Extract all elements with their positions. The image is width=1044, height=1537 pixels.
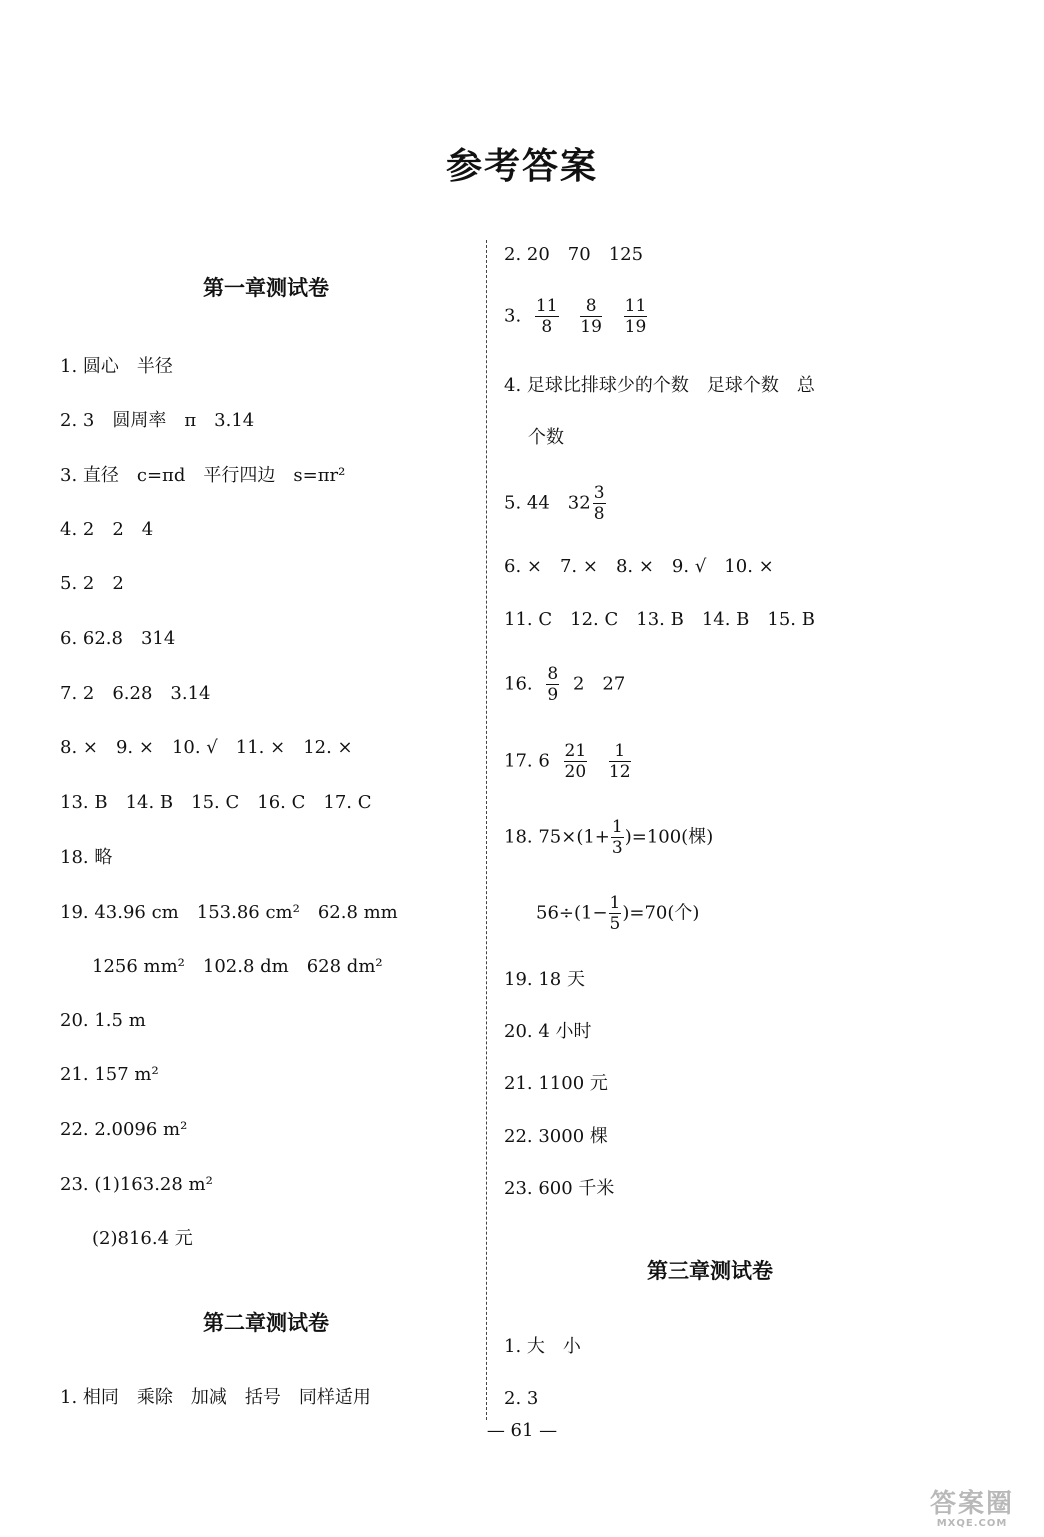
answer-line: 1. 大 小 — [504, 1336, 581, 1357]
item-text: 2 27 — [572, 673, 626, 695]
answer-line: 22. 3000 棵 — [504, 1126, 608, 1147]
answer-line: 23. (1)163.28 m² — [60, 1174, 213, 1195]
numerator: 8 — [547, 664, 559, 684]
section-heading-chapter-1: 第一章测试卷 — [203, 275, 329, 300]
section-heading-chapter-2: 第二章测试卷 — [203, 1310, 329, 1335]
numerator: 8 — [580, 296, 602, 317]
answer-line: 11. C 12. C 13. B 14. B 15. B — [504, 609, 815, 630]
denominator: 8 — [593, 504, 605, 524]
watermark-text: 答案圈 — [929, 1489, 1014, 1519]
answer-line-fractions — [504, 741, 639, 782]
answer-line: 13. B 14. B 15. C 16. C 17. C — [60, 792, 372, 813]
answer-line-fractions — [536, 893, 699, 934]
answer-line: 1. 相同 乘除 加减 括号 同样适用 — [60, 1387, 371, 1408]
item-text: )=70(个) — [622, 902, 700, 924]
denominator: 9 — [547, 685, 559, 705]
numerator: 11 — [535, 296, 558, 316]
answer-line: (2)816.4 元 — [92, 1228, 193, 1249]
denominator: 12 — [608, 762, 631, 782]
answer-line-fractions — [504, 664, 625, 705]
item-number: 3. — [504, 305, 522, 327]
denominator: 19 — [624, 317, 647, 337]
item-number: 16. — [504, 673, 533, 695]
answer-line: 个数 — [528, 427, 564, 448]
answer-line-fractions — [504, 296, 655, 337]
answer-line: 22. 2.0096 m² — [60, 1119, 188, 1140]
answer-line: 5. 2 2 — [60, 573, 124, 594]
answer-line: 19. 43.96 cm 153.86 cm² 62.8 mm — [60, 902, 398, 923]
column-divider — [486, 240, 487, 1420]
item-text: 5. 44 32 — [504, 492, 591, 514]
numerator: 1 — [611, 817, 623, 837]
fraction — [609, 741, 631, 782]
answer-line: 2. 3 圆周率 π 3.14 — [60, 410, 255, 431]
answer-line-fractions — [504, 817, 713, 858]
denominator: 3 — [611, 838, 623, 858]
page-number: — 61 — — [486, 1420, 558, 1441]
fraction — [580, 296, 602, 337]
section-heading-chapter-3: 第三章测试卷 — [647, 1258, 773, 1283]
answer-line: 6. 62.8 314 — [60, 628, 176, 649]
fraction — [593, 483, 606, 524]
answer-line: 20. 4 小时 — [504, 1021, 592, 1042]
answer-line: 4. 足球比排球少的个数 足球个数 总 — [504, 375, 815, 396]
denominator: 19 — [580, 317, 602, 337]
answer-line: 3. 直径 c=πd 平行四边 s=πr² — [60, 465, 346, 486]
answer-line: 1256 mm² 102.8 dm 628 dm² — [92, 956, 383, 977]
answer-line: 21. 1100 元 — [504, 1073, 608, 1094]
fraction — [564, 741, 588, 782]
answer-line: 20. 1.5 m — [60, 1010, 146, 1031]
denominator: 20 — [564, 762, 587, 782]
item-text: 18. 75×(1+ — [504, 826, 610, 848]
answer-line: 4. 2 2 4 — [60, 519, 154, 540]
answer-line: 19. 18 天 — [504, 969, 585, 990]
answer-line: 2. 20 70 125 — [504, 244, 644, 265]
answer-line: 18. 略 — [60, 847, 113, 868]
answer-line: 8. × 9. × 10. √ 11. × 12. × — [60, 737, 353, 758]
answer-line-fractions — [504, 483, 614, 524]
answer-line: 1. 圆心 半径 — [60, 356, 173, 377]
item-text: 17. 6 — [504, 750, 550, 772]
numerator: 21 — [564, 741, 587, 761]
answer-line: 6. × 7. × 8. × 9. √ 10. × — [504, 556, 774, 577]
fraction — [546, 664, 559, 705]
item-text: 56÷(1− — [536, 902, 608, 924]
watermark-url: MXQE.COM — [936, 1518, 1008, 1529]
answer-line: 7. 2 6.28 3.14 — [60, 683, 211, 704]
fraction — [611, 817, 624, 858]
answer-line: 23. 600 千米 — [504, 1178, 615, 1199]
numerator: 11 — [624, 296, 647, 316]
fraction — [609, 893, 622, 934]
answer-line: 2. 3 — [504, 1388, 539, 1409]
numerator: 1 — [609, 741, 631, 762]
answer-line: 21. 157 m² — [60, 1064, 159, 1085]
item-text: )=100(棵) — [624, 826, 714, 848]
watermark-logo — [914, 1489, 1030, 1529]
numerator: 3 — [593, 483, 605, 503]
denominator: 8 — [541, 317, 553, 337]
fraction — [624, 296, 648, 337]
denominator: 5 — [609, 914, 621, 934]
page-title: 参考答案 — [445, 145, 598, 187]
fraction — [535, 296, 559, 337]
numerator: 1 — [609, 893, 621, 913]
